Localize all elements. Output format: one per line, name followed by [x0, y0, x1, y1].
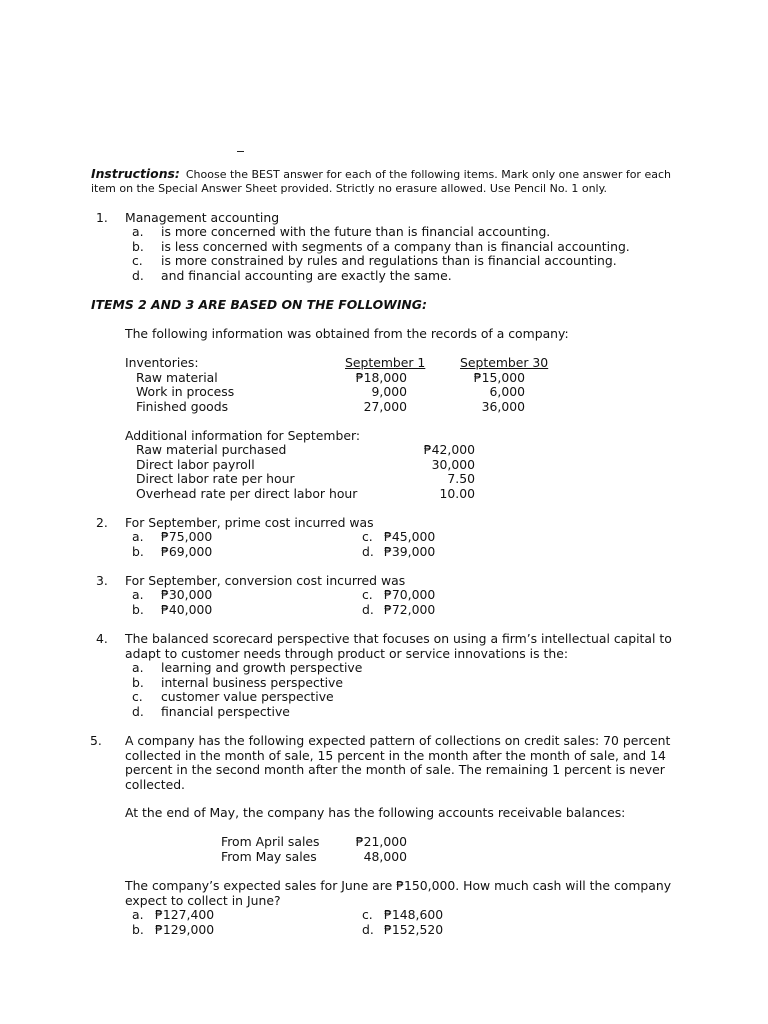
additional-row-name: Overhead rate per direct labor hour — [136, 486, 358, 501]
q5-ar-intro: At the end of May, the company has the following accounts receivable balances: — [125, 805, 626, 820]
q1-option-c: is more constrained by rules and regulations than is financial accounting. — [161, 253, 617, 268]
additional-row-name: Direct labor rate per hour — [136, 471, 295, 486]
q5-option-d-letter: d. — [362, 922, 374, 937]
q2-option-c-letter: c. — [362, 529, 373, 544]
q2-option-d-letter: d. — [362, 544, 374, 559]
additional-row-name: Raw material purchased — [136, 442, 287, 457]
q2-option-a-letter: a. — [132, 529, 144, 544]
q5-stem-line-4: collected. — [125, 777, 185, 792]
q4-number: 4. — [96, 631, 108, 646]
ar-row-name: From April sales — [221, 834, 320, 849]
q5-number: 5. — [90, 733, 102, 748]
items-header: ITEMS 2 AND 3 ARE BASED ON THE FOLLOWING: — [91, 297, 427, 312]
q5-option-b: ₱129,000 — [155, 922, 215, 937]
q3-option-a: ₱30,000 — [161, 587, 213, 602]
q4-option-b: internal business perspective — [161, 675, 344, 690]
q3-option-a-letter: a. — [132, 587, 144, 602]
inv-row-name: Raw material — [136, 370, 218, 385]
additional-label: Additional information for September: — [125, 428, 361, 443]
instructions-label: Instructions — [91, 166, 175, 181]
q4-stem-line-2: adapt to customer needs through product or service innovations is the: — [125, 646, 569, 661]
inv-row-sep1: 27,000 — [363, 399, 407, 414]
q3-stem: For September, conversion cost incurred was — [125, 573, 406, 588]
inv-row-name: Work in process — [136, 384, 235, 399]
q4-option-b-letter: b. — [132, 675, 144, 690]
q4-option-c: customer value perspective — [161, 689, 334, 704]
ar-row-value: 48,000 — [363, 849, 407, 864]
q4-option-d-letter: d. — [132, 704, 144, 719]
q4-option-c-letter: c. — [132, 689, 143, 704]
q3-option-c: ₱70,000 — [384, 587, 436, 602]
q4-option-d: financial perspective — [161, 704, 290, 719]
q5-option-a-letter: a. — [132, 907, 144, 922]
instructions-line-1 — [91, 167, 671, 182]
additional-row-value: 30,000 — [431, 457, 475, 472]
col-september-1: September 1 — [345, 355, 426, 370]
q5-option-b-letter: b. — [132, 922, 144, 937]
q3-option-c-letter: c. — [362, 587, 373, 602]
q2-option-c: ₱45,000 — [384, 529, 436, 544]
q1-number: 1. — [96, 210, 108, 225]
col-september-30: September 30 — [460, 355, 549, 370]
inv-row-sep1: 9,000 — [371, 384, 407, 399]
q4-stem-line-1: The balanced scorecard perspective that focuses on using a firm’s intellectual capital to — [125, 631, 672, 646]
q1-option-d: and financial accounting are exactly the same. — [161, 268, 452, 283]
info-intro: The following information was obtained from the records of a company: — [125, 326, 569, 341]
inv-row-sep30: ₱15,000 — [473, 370, 525, 385]
q1-option-a-letter: a. — [132, 224, 144, 239]
q2-option-b-letter: b. — [132, 544, 144, 559]
q3-option-b-letter: b. — [132, 602, 144, 617]
additional-row-name: Direct labor payroll — [136, 457, 255, 472]
q5-stem-line-3: percent in the second month after the month of sale. The remaining 1 percent is never — [125, 762, 665, 777]
q5-question-line-2: expect to collect in June? — [125, 893, 281, 908]
inv-row-sep1: ₱18,000 — [355, 370, 407, 385]
q1-stem: Management accounting — [125, 210, 280, 225]
q2-number: 2. — [96, 515, 108, 530]
q1-option-a: is more concerned with the future than is financial accounting. — [161, 224, 551, 239]
additional-row-value: 10.00 — [439, 486, 475, 501]
q5-option-c: ₱148,600 — [384, 907, 444, 922]
inventories-label: Inventories: — [125, 355, 199, 370]
q4-option-a-letter: a. — [132, 660, 144, 675]
q5-option-d: ₱152,520 — [384, 922, 444, 937]
header-dash — [237, 151, 244, 152]
inv-row-name: Finished goods — [136, 399, 229, 414]
instructions-colon: : — [174, 166, 180, 181]
q2-stem: For September, prime cost incurred was — [125, 515, 374, 530]
ar-row-value: ₱21,000 — [355, 834, 407, 849]
q3-option-b: ₱40,000 — [161, 602, 213, 617]
q3-option-d: ₱72,000 — [384, 602, 436, 617]
q5-stem-line-2: collected in the month of sale, 15 percent in the month after the month of sale, and 14 — [125, 748, 666, 763]
additional-row-value: 7.50 — [447, 471, 475, 486]
additional-row-value: ₱42,000 — [423, 442, 475, 457]
ar-row-name: From May sales — [221, 849, 317, 864]
inv-row-sep30: 6,000 — [489, 384, 525, 399]
q2-option-b: ₱69,000 — [161, 544, 213, 559]
instructions-text-1: Choose the BEST answer for each of the following items. Mark only one answer for each — [185, 168, 671, 181]
q2-option-d: ₱39,000 — [384, 544, 436, 559]
q5-stem-line-1: A company has the following expected pattern of collections on credit sales: 70 percent — [125, 733, 671, 748]
q1-option-d-letter: d. — [132, 268, 144, 283]
q3-option-d-letter: d. — [362, 602, 374, 617]
q4-option-a: learning and growth perspective — [161, 660, 363, 675]
q1-option-b-letter: b. — [132, 239, 144, 254]
q5-option-a: ₱127,400 — [155, 907, 215, 922]
q1-option-c-letter: c. — [132, 253, 143, 268]
instructions-text-2: item on the Special Answer Sheet provided. Strictly no erasure allowed. Use Pencil No. 1 only. — [91, 182, 608, 195]
q2-option-a: ₱75,000 — [161, 529, 213, 544]
q5-question-line-1: The company’s expected sales for June are ₱150,000. How much cash will the company — [125, 878, 672, 893]
q5-option-c-letter: c. — [362, 907, 373, 922]
inv-row-sep30: 36,000 — [481, 399, 525, 414]
q3-number: 3. — [96, 573, 108, 588]
q1-option-b: is less concerned with segments of a company than is financial accounting. — [161, 239, 630, 254]
